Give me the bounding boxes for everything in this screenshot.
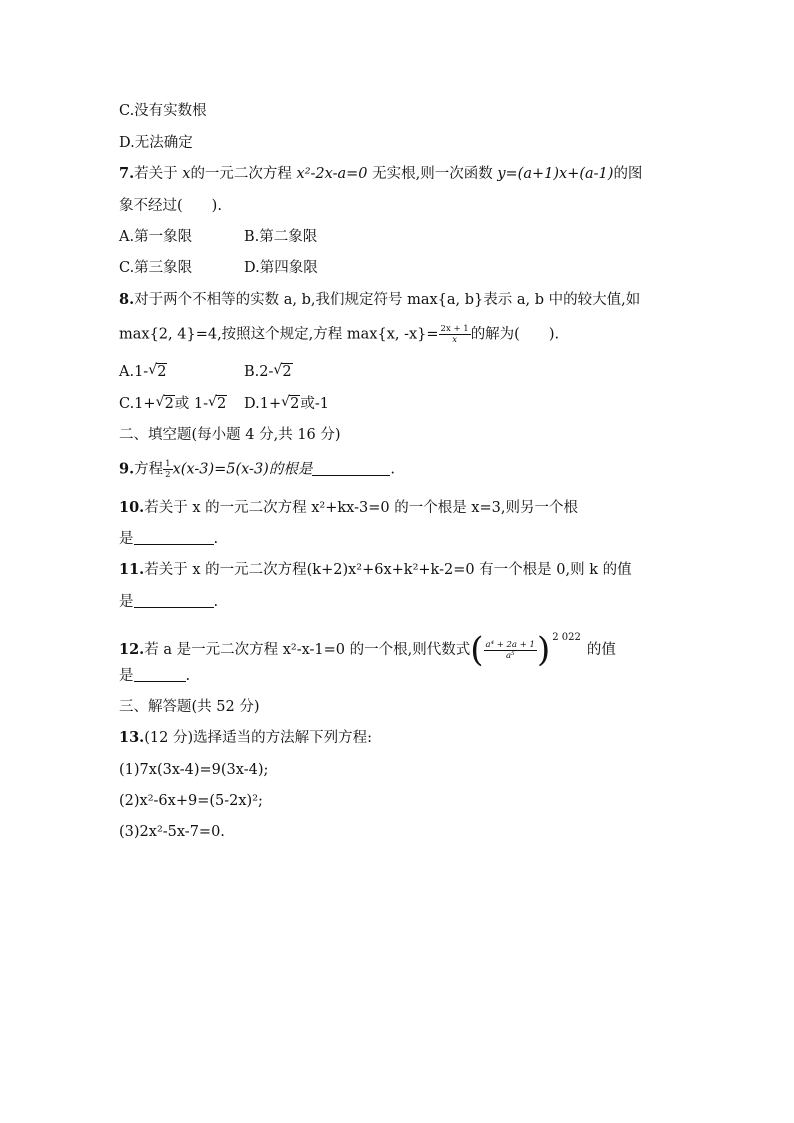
q13-part-3: (3)2x²-5x-7=0. <box>119 824 225 840</box>
q12-stem-line2: 是 . <box>119 668 191 684</box>
q7-number: 7. <box>119 165 135 182</box>
q8-option-b: B.2- √ 2 <box>244 362 292 380</box>
q8-option-a: A.1- √ 2 <box>119 362 167 380</box>
right-paren: ) <box>536 630 551 670</box>
q7-function: y=(a+1)x+(a-1) <box>497 166 614 182</box>
q7-option-a: A.第一象限 <box>119 229 193 245</box>
q10-number: 10. <box>119 499 145 516</box>
q9-answer-blank[interactable] <box>312 461 390 476</box>
q13-stem: 13.(12 分)选择适当的方法解下列方程: <box>119 729 372 746</box>
sqrt-symbol: √ 2 <box>155 394 174 412</box>
q10-stem-line2: 是 . <box>119 531 219 547</box>
q10-stem: 10.若关于 x 的一元二次方程 x²+kx-3=0 的一个根是 x=3,则另一个根 <box>119 499 578 516</box>
q13-part-1: (1)7x(3x-4)=9(3x-4); <box>119 762 269 778</box>
sqrt-symbol: √ 2 <box>281 394 300 412</box>
q12-answer-blank[interactable] <box>134 667 186 682</box>
q7-text-d: 的图 <box>613 166 643 182</box>
q8-stem <box>119 290 640 310</box>
q8-stem-line2 <box>119 324 559 345</box>
q12-fraction: $\frac{\text{a⁴ + 2a + 1}}{\text{a⁵}}$ <box>485 639 535 661</box>
q6-option-d: D.无法确定 <box>119 135 193 151</box>
q11-answer-blank[interactable] <box>134 593 214 608</box>
q9-half-fraction: $\frac{1}{2}$ <box>165 459 171 480</box>
q10-answer-blank[interactable] <box>134 530 214 545</box>
q7-stem <box>119 164 642 184</box>
sqrt-symbol: √ 2 <box>273 362 292 380</box>
q7-option-d: D.第四象限 <box>244 260 318 276</box>
q11-stem: 11.若关于 x 的一元二次方程(k+2)x²+6x+k²+k-2=0 有一个根是 0,则 k 的值 <box>119 561 632 578</box>
q8-number: 8. <box>119 291 135 308</box>
q8-option-d: D.1+ √ 2或-1 <box>244 394 329 412</box>
q12-stem: 12.若 a 是一元二次方程 x²-x-1=0 的一个根,则代数式( $\frac{\text{a⁴ + 2a + 1}}{\text{a⁵}}$ ) $^{2 022}$的值 <box>119 630 616 670</box>
q8-fraction: $\frac{2x + 1}{x}$ <box>440 324 469 345</box>
q7-var: x <box>182 166 191 182</box>
sqrt-symbol: √ 2 <box>208 394 227 412</box>
q8-line1: 对于两个不相等的实数 a, b,我们规定符号 max{a, b}表示 a, b 中的较大值,如 <box>134 292 641 308</box>
q12-exponent: 2 022 <box>552 632 581 643</box>
q7-option-b: B.第二象限 <box>244 229 318 245</box>
q7-text-a: 若关于 <box>134 166 178 182</box>
section-fill-in-title: 二、填空题(每小题 4 分,共 16 分) <box>119 427 341 443</box>
q8-line2-b: 的解为( ). <box>470 326 560 343</box>
q11-number: 11. <box>119 561 145 578</box>
q7-text-b: 的一元二次方程 <box>190 166 292 182</box>
q13-number: 13. <box>119 729 145 746</box>
q13-part-2: (2)x²-6x+9=(5-2x)²; <box>119 793 263 809</box>
section-solve-title: 三、解答题(共 52 分) <box>119 699 260 715</box>
q11-stem-line2: 是 . <box>119 594 219 610</box>
q7-equation: x²-2x-a=0 <box>296 166 368 182</box>
q9-stem: 9.方程 $\frac{1}{2}$ x(x-3)=5(x-3)的根是 . <box>119 459 395 480</box>
q9-number: 9. <box>119 460 135 478</box>
q7-text-c: 无实根,则一次函数 <box>372 166 493 182</box>
q6-option-c: C.没有实数根 <box>119 103 207 119</box>
q12-number: 12. <box>119 641 145 658</box>
q8-line2-a: max{2, 4}=4,按照这个规定,方程 max{x, -x}= <box>119 326 439 343</box>
sqrt-symbol: √ 2 <box>148 362 167 380</box>
left-paren: ( <box>470 630 484 670</box>
q7-stem-line2: 象不经过( ). <box>119 198 222 214</box>
q7-option-c: C.第三象限 <box>119 260 193 276</box>
q8-option-c: C.1+ √ 2或 1- √ 2 <box>119 394 227 412</box>
